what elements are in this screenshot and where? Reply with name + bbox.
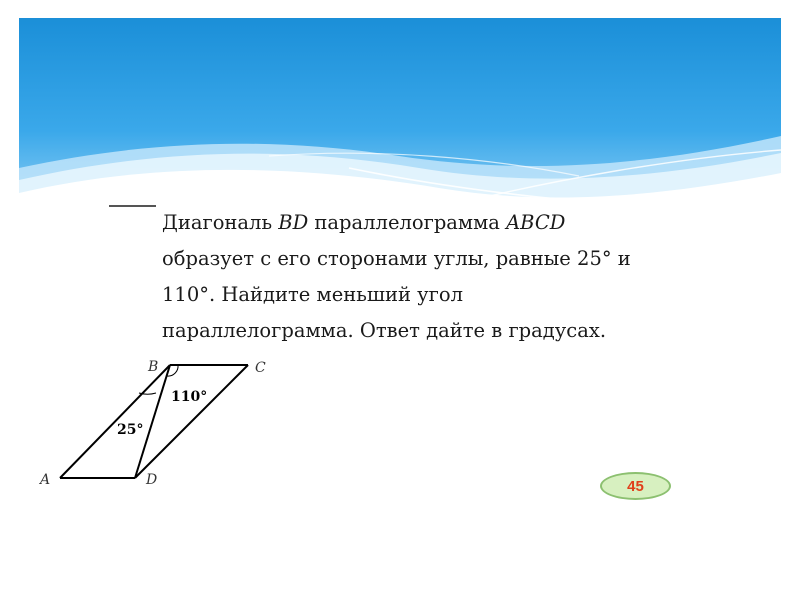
angle-arc-abd <box>139 393 156 394</box>
answer-badge[interactable]: 45 <box>600 472 671 500</box>
vertex-b-label: B <box>148 359 159 375</box>
vertex-d-label: D <box>146 472 158 488</box>
problem-text <box>162 205 722 349</box>
diagonal-label: BD <box>278 211 309 234</box>
problem-text-line: 110°. Найдите меньший угол <box>162 283 463 306</box>
angle-cbd-label: 110° <box>171 389 208 405</box>
vertex-a-label: A <box>40 472 51 488</box>
problem-text-line: параллелограмма. Ответ дайте в градусах. <box>162 319 607 342</box>
parallelogram-figure <box>30 350 290 500</box>
vertex-c-label: C <box>255 360 266 376</box>
problem-text-part: Диагональ <box>162 211 279 234</box>
problem-text-line: образует с его сторонами углы, равные 25° и <box>162 247 631 270</box>
header-banner <box>19 18 781 223</box>
angle-abd-label: 25° <box>117 422 144 438</box>
problem-text-part: параллелограмма <box>308 211 507 234</box>
parallelogram-label: ABCD <box>506 211 566 234</box>
title-rule <box>109 205 156 207</box>
